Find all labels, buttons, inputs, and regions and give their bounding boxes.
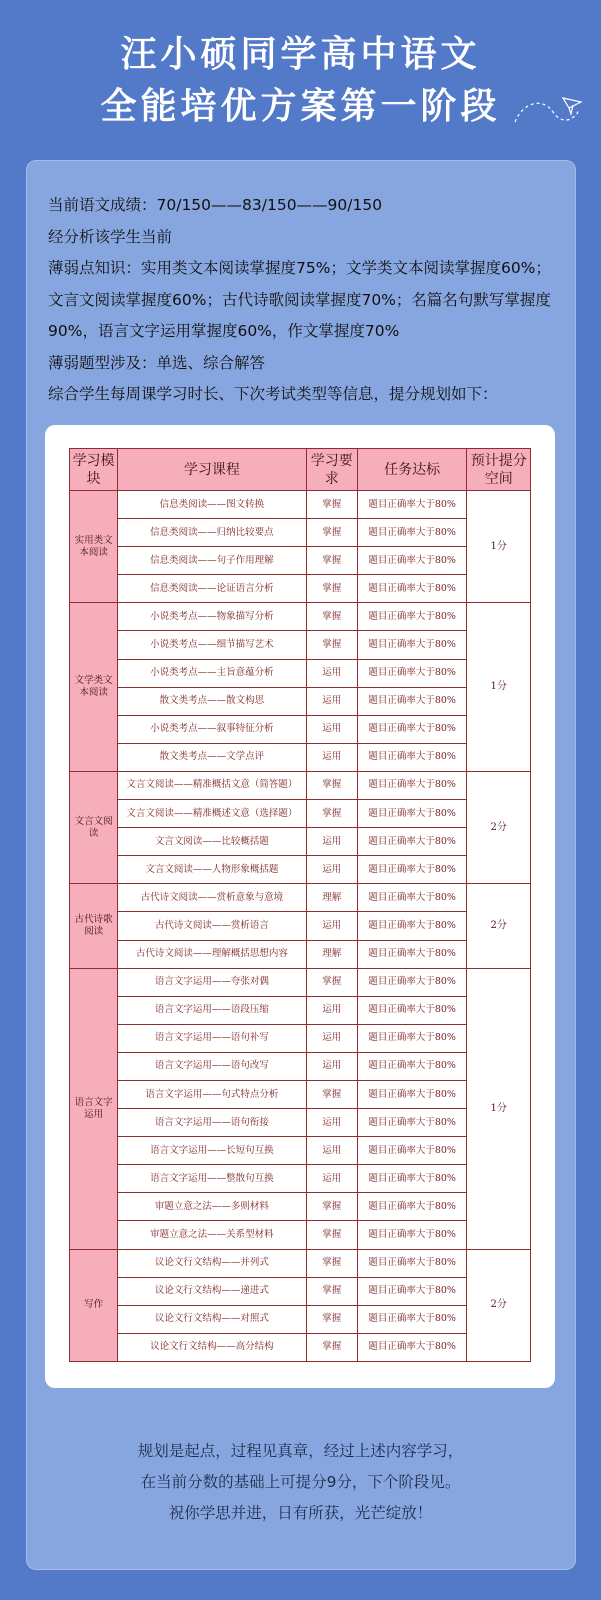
course-cell: 议论文行文结构——递进式 bbox=[118, 1277, 306, 1305]
score-space-cell: 2分 bbox=[467, 1249, 531, 1361]
table-row bbox=[70, 1221, 531, 1249]
course-cell: 信息类阅读——论证语言分析 bbox=[118, 575, 306, 603]
table-row bbox=[70, 996, 531, 1024]
table-row bbox=[70, 1305, 531, 1333]
goal-cell: 题目正确率大于80% bbox=[357, 1024, 467, 1052]
study-plan-table bbox=[69, 448, 531, 1362]
table-row bbox=[70, 547, 531, 575]
score-space-cell: 1分 bbox=[467, 491, 531, 603]
table-row bbox=[70, 940, 531, 968]
goal-cell: 题目正确率大于80% bbox=[357, 1193, 467, 1221]
header-score-space: 预计提分空间 bbox=[467, 449, 531, 491]
table-row bbox=[70, 1024, 531, 1052]
goal-cell: 题目正确率大于80% bbox=[357, 1249, 467, 1277]
course-cell: 语言文字运用——语句衔接 bbox=[118, 1109, 306, 1137]
requirement-cell: 掌握 bbox=[306, 771, 357, 799]
table-row bbox=[70, 491, 531, 519]
goal-cell: 题目正确率大于80% bbox=[357, 1221, 467, 1249]
course-cell: 小说类考点——主旨意蕴分析 bbox=[118, 659, 306, 687]
score-space-cell: 2分 bbox=[467, 771, 531, 883]
course-cell: 信息类阅读——句子作用理解 bbox=[118, 547, 306, 575]
requirement-cell: 掌握 bbox=[306, 547, 357, 575]
current-score-text: 当前语文成绩：70/150——83/150——90/150 bbox=[48, 196, 383, 214]
table-row bbox=[70, 800, 531, 828]
goal-cell: 题目正确率大于80% bbox=[357, 1137, 467, 1165]
table-row bbox=[70, 968, 531, 996]
score-space-cell: 1分 bbox=[467, 968, 531, 1249]
goal-cell: 题目正确率大于80% bbox=[357, 771, 467, 799]
table-row bbox=[70, 743, 531, 771]
course-cell: 文言文阅读——人物形象概括题 bbox=[118, 856, 306, 884]
requirement-cell: 掌握 bbox=[306, 631, 357, 659]
header-course: 学习课程 bbox=[118, 449, 306, 491]
table-row bbox=[70, 1193, 531, 1221]
course-cell: 古代诗文阅读——赏析意象与意境 bbox=[118, 884, 306, 912]
course-cell: 语言文字运用——长短句互换 bbox=[118, 1137, 306, 1165]
table-row bbox=[70, 575, 531, 603]
page-title-line2: 全能培优方案第一阶段 bbox=[100, 86, 501, 127]
requirement-cell: 掌握 bbox=[306, 968, 357, 996]
goal-cell: 题目正确率大于80% bbox=[357, 1109, 467, 1137]
analysis-text: 经分析该学生当前 bbox=[48, 227, 173, 246]
summary-text: 综合学生每周课学习时长、下次考试类型等信息，提分规划如下： bbox=[48, 385, 498, 403]
goal-cell: 题目正确率大于80% bbox=[357, 519, 467, 547]
score-space-cell: 1分 bbox=[467, 603, 531, 772]
course-cell: 散文类考点——散文构思 bbox=[118, 687, 306, 715]
requirement-cell: 运用 bbox=[306, 996, 357, 1024]
requirement-cell: 掌握 bbox=[306, 1221, 357, 1249]
requirement-cell: 掌握 bbox=[306, 800, 357, 828]
goal-cell: 题目正确率大于80% bbox=[357, 800, 467, 828]
footer-line2: 在当前分数的基础上可提分9分，下个阶段见。 bbox=[140, 1473, 461, 1491]
table-row bbox=[70, 687, 531, 715]
module-cell: 语言文字运用 bbox=[70, 968, 118, 1249]
score-space-cell: 2分 bbox=[467, 884, 531, 968]
goal-cell: 题目正确率大于80% bbox=[357, 884, 467, 912]
module-cell: 文学类文本阅读 bbox=[70, 603, 118, 772]
requirement-cell: 运用 bbox=[306, 715, 357, 743]
footer-line3: 祝你学思并进，日有所获，光芒绽放！ bbox=[168, 1504, 433, 1522]
table-row bbox=[70, 1277, 531, 1305]
goal-cell: 题目正确率大于80% bbox=[357, 1305, 467, 1333]
requirement-cell: 理解 bbox=[306, 884, 357, 912]
course-cell: 小说类考点——细节描写艺术 bbox=[118, 631, 306, 659]
goal-cell: 题目正确率大于80% bbox=[357, 940, 467, 968]
requirement-cell: 掌握 bbox=[306, 519, 357, 547]
table-body bbox=[70, 491, 531, 1362]
requirement-cell: 运用 bbox=[306, 1165, 357, 1193]
course-cell: 审题立意之法——多则材料 bbox=[118, 1193, 306, 1221]
intro-section bbox=[48, 190, 558, 411]
course-cell: 古代诗文阅读——赏析语言 bbox=[118, 912, 306, 940]
table-row bbox=[70, 1109, 531, 1137]
course-cell: 文言文阅读——精准概括文意（简答题） bbox=[118, 771, 306, 799]
requirement-cell: 掌握 bbox=[306, 1080, 357, 1108]
goal-cell: 题目正确率大于80% bbox=[357, 687, 467, 715]
course-cell: 语言文字运用——句式特点分析 bbox=[118, 1080, 306, 1108]
course-cell: 议论文行文结构——并列式 bbox=[118, 1249, 306, 1277]
page-title-line1: 汪小硕同学高中语文 bbox=[120, 34, 481, 75]
requirement-cell: 运用 bbox=[306, 1052, 357, 1080]
table-row bbox=[70, 1052, 531, 1080]
requirement-cell: 运用 bbox=[306, 1024, 357, 1052]
table-row bbox=[70, 603, 531, 631]
requirement-cell: 掌握 bbox=[306, 575, 357, 603]
goal-cell: 题目正确率大于80% bbox=[357, 996, 467, 1024]
course-cell: 文言文阅读——精准概述文意（选择题） bbox=[118, 800, 306, 828]
goal-cell: 题目正确率大于80% bbox=[357, 715, 467, 743]
table-row bbox=[70, 631, 531, 659]
course-cell: 小说类考点——叙事特征分析 bbox=[118, 715, 306, 743]
goal-cell: 题目正确率大于80% bbox=[357, 743, 467, 771]
module-cell: 古代诗歌阅读 bbox=[70, 884, 118, 968]
requirement-cell: 理解 bbox=[306, 940, 357, 968]
goal-cell: 题目正确率大于80% bbox=[357, 603, 467, 631]
goal-cell: 题目正确率大于80% bbox=[357, 1333, 467, 1361]
requirement-cell: 掌握 bbox=[306, 1305, 357, 1333]
goal-cell: 题目正确率大于80% bbox=[357, 1277, 467, 1305]
weak-points-text: 薄弱点知识：实用类文本阅读掌握度75%；文学类文本阅读掌握度60%；文言文阅读掌握度60%；古代诗歌阅读掌握度70%；名篇名句默写掌握度90%，语言文字运用掌握度60%，作文掌握度70% bbox=[48, 259, 551, 340]
weak-types-text: 薄弱题型涉及：单选、综合解答 bbox=[48, 353, 266, 372]
requirement-cell: 运用 bbox=[306, 856, 357, 884]
goal-cell: 题目正确率大于80% bbox=[357, 856, 467, 884]
requirement-cell: 掌握 bbox=[306, 1193, 357, 1221]
module-cell: 实用类文本阅读 bbox=[70, 491, 118, 603]
table-row bbox=[70, 1249, 531, 1277]
course-cell: 语言文字运用——夸张对偶 bbox=[118, 968, 306, 996]
goal-cell: 题目正确率大于80% bbox=[357, 659, 467, 687]
goal-cell: 题目正确率大于80% bbox=[357, 1165, 467, 1193]
requirement-cell: 掌握 bbox=[306, 603, 357, 631]
header-goal: 任务达标 bbox=[357, 449, 467, 491]
goal-cell: 题目正确率大于80% bbox=[357, 828, 467, 856]
table-row bbox=[70, 1137, 531, 1165]
goal-cell: 题目正确率大于80% bbox=[357, 491, 467, 519]
module-cell: 文言文阅读 bbox=[70, 771, 118, 883]
paper-plane-icon bbox=[513, 92, 583, 152]
table-row bbox=[70, 715, 531, 743]
table-row bbox=[70, 828, 531, 856]
table-row bbox=[70, 519, 531, 547]
course-cell: 信息类阅读——归纳比较要点 bbox=[118, 519, 306, 547]
requirement-cell: 掌握 bbox=[306, 1249, 357, 1277]
header-requirement: 学习要求 bbox=[306, 449, 357, 491]
course-cell: 文言文阅读——比较概括题 bbox=[118, 828, 306, 856]
requirement-cell: 掌握 bbox=[306, 1333, 357, 1361]
table-row bbox=[70, 912, 531, 940]
requirement-cell: 掌握 bbox=[306, 1277, 357, 1305]
requirement-cell: 运用 bbox=[306, 743, 357, 771]
course-cell: 语言文字运用——整散句互换 bbox=[118, 1165, 306, 1193]
goal-cell: 题目正确率大于80% bbox=[357, 547, 467, 575]
table-row bbox=[70, 771, 531, 799]
course-cell: 信息类阅读——图文转换 bbox=[118, 491, 306, 519]
goal-cell: 题目正确率大于80% bbox=[357, 1052, 467, 1080]
requirement-cell: 运用 bbox=[306, 1137, 357, 1165]
course-cell: 审题立意之法——关系型材料 bbox=[118, 1221, 306, 1249]
footer-line1: 规划是起点，过程见真章，经过上述内容学习， bbox=[137, 1442, 464, 1460]
course-cell: 古代诗文阅读——理解概括思想内容 bbox=[118, 940, 306, 968]
requirement-cell: 运用 bbox=[306, 828, 357, 856]
footer-message bbox=[0, 1436, 601, 1529]
course-cell: 议论文行文结构——高分结构 bbox=[118, 1333, 306, 1361]
course-cell: 散文类考点——文学点评 bbox=[118, 743, 306, 771]
course-cell: 小说类考点——物象描写分析 bbox=[118, 603, 306, 631]
module-cell: 写作 bbox=[70, 1249, 118, 1361]
requirement-cell: 运用 bbox=[306, 659, 357, 687]
requirement-cell: 运用 bbox=[306, 912, 357, 940]
goal-cell: 题目正确率大于80% bbox=[357, 575, 467, 603]
goal-cell: 题目正确率大于80% bbox=[357, 968, 467, 996]
table-row bbox=[70, 659, 531, 687]
goal-cell: 题目正确率大于80% bbox=[357, 912, 467, 940]
course-cell: 语言文字运用——语段压缩 bbox=[118, 996, 306, 1024]
header-module: 学习模块 bbox=[70, 449, 118, 491]
goal-cell: 题目正确率大于80% bbox=[357, 1080, 467, 1108]
requirement-cell: 掌握 bbox=[306, 491, 357, 519]
requirement-cell: 运用 bbox=[306, 687, 357, 715]
course-cell: 议论文行文结构——对照式 bbox=[118, 1305, 306, 1333]
table-row bbox=[70, 884, 531, 912]
table-row bbox=[70, 856, 531, 884]
requirement-cell: 运用 bbox=[306, 1109, 357, 1137]
course-cell: 语言文字运用——语句补写 bbox=[118, 1024, 306, 1052]
table-row bbox=[70, 1333, 531, 1361]
course-cell: 语言文字运用——语句改写 bbox=[118, 1052, 306, 1080]
goal-cell: 题目正确率大于80% bbox=[357, 631, 467, 659]
table-row bbox=[70, 1165, 531, 1193]
table-header-row bbox=[70, 449, 531, 491]
table-row bbox=[70, 1080, 531, 1108]
